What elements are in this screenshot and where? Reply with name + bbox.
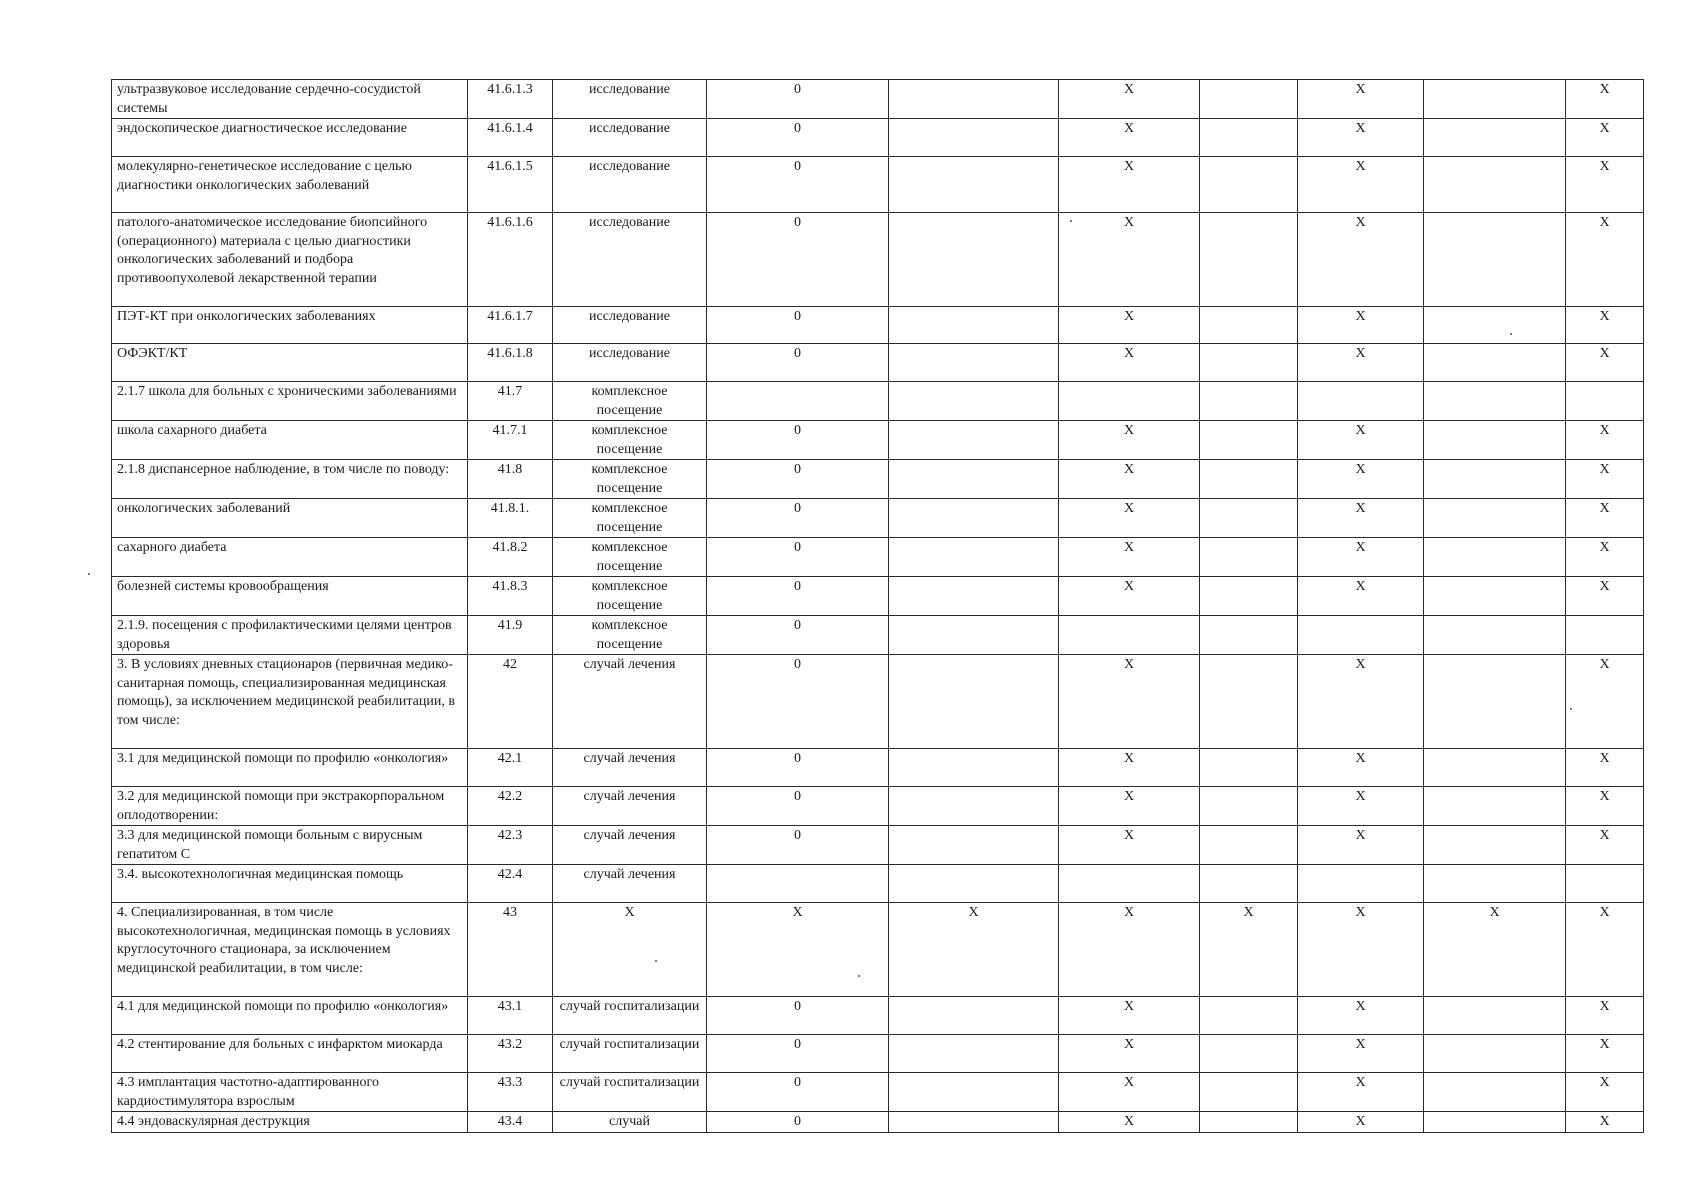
cell-c10: X [1566,421,1644,460]
cell-code: 42.2 [468,787,553,826]
cell-c4: 0 [707,460,889,499]
cell-c7 [1200,421,1298,460]
cell-unit: случай [553,1112,707,1133]
cell-c8: X [1298,997,1424,1035]
table-row [112,1073,1644,1112]
cell-c8: X [1298,1035,1424,1073]
cell-c7 [1200,997,1298,1035]
cell-unit: исследование [553,213,707,307]
cell-c6: X [1059,213,1200,307]
cell-c6: X [1059,577,1200,616]
cell-c9 [1424,577,1566,616]
cell-c4: 0 [707,1112,889,1133]
table-row [112,903,1644,997]
cell-code: 41.6.1.4 [468,119,553,157]
cell-c4: 0 [707,655,889,749]
cell-c5 [889,307,1059,344]
cell-name: онкологических заболеваний [112,499,468,538]
cell-c10: X [1566,903,1644,997]
table-row [112,616,1644,655]
cell-c8: X [1298,826,1424,865]
cell-code: 41.8 [468,460,553,499]
cell-c9 [1424,499,1566,538]
table-row [112,80,1644,119]
cell-c10: X [1566,213,1644,307]
cell-name: молекулярно-генетическое исследование с целью диагностики онкологических заболеваний [112,157,468,213]
cell-code: 41.8.3 [468,577,553,616]
cell-c7 [1200,1112,1298,1133]
cell-c5 [889,421,1059,460]
cell-code: 41.6.1.7 [468,307,553,344]
cell-c4: 0 [707,213,889,307]
cell-name: 4.1 для медицинской помощи по профилю «онкология» [112,997,468,1035]
cell-c8: X [1298,1073,1424,1112]
cell-c9 [1424,826,1566,865]
cell-c9: X [1424,903,1566,997]
cell-c5 [889,538,1059,577]
cell-c8 [1298,865,1424,903]
cell-c6: X [1059,119,1200,157]
scan-speck [1570,708,1572,710]
cell-c10: X [1566,1035,1644,1073]
cell-unit: случай лечения [553,865,707,903]
cell-c6: X [1059,1073,1200,1112]
cell-c6: X [1059,826,1200,865]
cell-unit: случай лечения [553,655,707,749]
cell-c9 [1424,749,1566,787]
scan-speck [1070,220,1072,222]
cell-code: 43.4 [468,1112,553,1133]
cell-unit: комплексное посещение [553,499,707,538]
cell-c8: X [1298,499,1424,538]
scan-speck [88,573,90,575]
cell-c6: X [1059,787,1200,826]
data-table [111,79,1644,1133]
cell-c8: X [1298,787,1424,826]
cell-unit: комплексное посещение [553,616,707,655]
cell-c10: X [1566,655,1644,749]
cell-code: 41.7 [468,382,553,421]
cell-c10: X [1566,344,1644,382]
cell-c4: 0 [707,1073,889,1112]
cell-c10: X [1566,499,1644,538]
table-row [112,460,1644,499]
cell-code: 41.6.1.8 [468,344,553,382]
cell-c7 [1200,382,1298,421]
cell-c7 [1200,80,1298,119]
cell-code: 42 [468,655,553,749]
cell-c9 [1424,1112,1566,1133]
cell-c9 [1424,1073,1566,1112]
cell-c7 [1200,307,1298,344]
cell-c4: 0 [707,421,889,460]
cell-c7 [1200,1035,1298,1073]
cell-code: 41.6.1.3 [468,80,553,119]
table-row [112,1112,1644,1133]
cell-name: ПЭТ-КТ при онкологических заболеваниях [112,307,468,344]
cell-c6: X [1059,307,1200,344]
cell-c5 [889,1112,1059,1133]
scan-speck [1510,333,1512,335]
cell-unit: комплексное посещение [553,460,707,499]
cell-c7 [1200,344,1298,382]
cell-c5 [889,119,1059,157]
scan-speck [858,975,860,977]
cell-name: ОФЭКТ/КТ [112,344,468,382]
table-row [112,749,1644,787]
cell-name: болезней системы кровообращения [112,577,468,616]
cell-unit: комплексное посещение [553,382,707,421]
cell-c6: X [1059,1035,1200,1073]
cell-unit: случай госпитализации [553,1035,707,1073]
cell-c10 [1566,616,1644,655]
cell-c10: X [1566,307,1644,344]
cell-c7 [1200,499,1298,538]
cell-c9 [1424,382,1566,421]
cell-code: 43.1 [468,997,553,1035]
cell-c6 [1059,616,1200,655]
cell-unit: исследование [553,157,707,213]
cell-c5 [889,655,1059,749]
cell-c5 [889,213,1059,307]
cell-name: школа сахарного диабета [112,421,468,460]
cell-c6: X [1059,749,1200,787]
cell-c9 [1424,616,1566,655]
cell-c5 [889,826,1059,865]
cell-name: ультразвуковое исследование сердечно-сосудистой системы [112,80,468,119]
cell-name: 4.4 эндоваскулярная деструкция [112,1112,468,1133]
cell-c7 [1200,538,1298,577]
cell-c4 [707,865,889,903]
cell-name: 3.4. высокотехнологичная медицинская помощь [112,865,468,903]
cell-unit: исследование [553,344,707,382]
cell-c6: X [1059,344,1200,382]
cell-c7: X [1200,903,1298,997]
cell-c8: X [1298,119,1424,157]
cell-c8: X [1298,460,1424,499]
cell-code: 41.8.2 [468,538,553,577]
cell-name: 2.1.8 диспансерное наблюдение, в том числе по поводу: [112,460,468,499]
cell-unit: комплексное посещение [553,421,707,460]
cell-c9 [1424,460,1566,499]
cell-unit: случай госпитализации [553,997,707,1035]
cell-c9 [1424,997,1566,1035]
table-row [112,655,1644,749]
cell-code: 43.2 [468,1035,553,1073]
cell-c8: X [1298,749,1424,787]
cell-code: 41.6.1.6 [468,213,553,307]
cell-c9 [1424,865,1566,903]
cell-c10: X [1566,787,1644,826]
cell-c6: X [1059,421,1200,460]
cell-c10: X [1566,538,1644,577]
cell-c7 [1200,616,1298,655]
table-body [112,80,1644,1133]
cell-c4: 0 [707,538,889,577]
cell-c8 [1298,616,1424,655]
cell-code: 42.4 [468,865,553,903]
cell-c5 [889,460,1059,499]
cell-c5 [889,1073,1059,1112]
cell-name: 3. В условиях дневных стационаров (первичная медико-санитарная помощь, специализированная медицинская помощь), за исключением медицинской реабилитации, в том числе: [112,655,468,749]
table-row [112,213,1644,307]
cell-name: 2.1.7 школа для больных с хроническими заболеваниями [112,382,468,421]
cell-c8: X [1298,421,1424,460]
cell-c6: X [1059,538,1200,577]
cell-unit: исследование [553,80,707,119]
table-row [112,421,1644,460]
cell-c5 [889,749,1059,787]
cell-c4: 0 [707,577,889,616]
cell-c7 [1200,157,1298,213]
cell-c5: X [889,903,1059,997]
table-row [112,997,1644,1035]
cell-c5 [889,616,1059,655]
cell-c7 [1200,1073,1298,1112]
table-row [112,1035,1644,1073]
cell-c4: 0 [707,1035,889,1073]
cell-c5 [889,787,1059,826]
cell-code: 42.1 [468,749,553,787]
table-row [112,382,1644,421]
table-row [112,826,1644,865]
cell-code: 41.7.1 [468,421,553,460]
cell-c4: 0 [707,499,889,538]
cell-name: сахарного диабета [112,538,468,577]
cell-c10: X [1566,1112,1644,1133]
cell-c4: X [707,903,889,997]
cell-c9 [1424,80,1566,119]
cell-c6: X [1059,655,1200,749]
cell-code: 41.6.1.5 [468,157,553,213]
cell-name: патолого-анатомическое исследование биопсийного (операционного) материала с целью диагностики онкологических заболеваний и подбора противоопухолевой лекарственной терапии [112,213,468,307]
cell-c4: 0 [707,344,889,382]
cell-name: 4. Специализированная, в том числе высокотехнологичная, медицинская помощь в условиях круглосуточного стационара, за исключением медицинской реабилитации, в том числе: [112,903,468,997]
cell-c7 [1200,826,1298,865]
cell-c8: X [1298,344,1424,382]
cell-unit: случай лечения [553,749,707,787]
table-row [112,119,1644,157]
cell-c6: X [1059,1112,1200,1133]
cell-c7 [1200,787,1298,826]
cell-unit: исследование [553,119,707,157]
cell-c8: X [1298,80,1424,119]
cell-c4: 0 [707,616,889,655]
cell-c7 [1200,865,1298,903]
cell-c9 [1424,1035,1566,1073]
cell-c4: 0 [707,80,889,119]
cell-c8: X [1298,903,1424,997]
cell-c8: X [1298,538,1424,577]
cell-name: 3.1 для медицинской помощи по профилю «онкология» [112,749,468,787]
cell-c9 [1424,213,1566,307]
cell-c7 [1200,460,1298,499]
cell-c7 [1200,655,1298,749]
table-row [112,344,1644,382]
table-row [112,499,1644,538]
cell-unit: случай лечения [553,787,707,826]
cell-c7 [1200,749,1298,787]
table-row [112,157,1644,213]
table-row [112,577,1644,616]
cell-c5 [889,499,1059,538]
cell-unit: комплексное посещение [553,538,707,577]
cell-unit: случай госпитализации [553,1073,707,1112]
cell-c8: X [1298,577,1424,616]
cell-code: 42.3 [468,826,553,865]
cell-code: 41.8.1. [468,499,553,538]
cell-name: эндоскопическое диагностическое исследование [112,119,468,157]
cell-code: 43 [468,903,553,997]
cell-c5 [889,997,1059,1035]
scan-speck [655,960,657,962]
cell-c9 [1424,157,1566,213]
cell-name: 3.3 для медицинской помощи больным с вирусным гепатитом С [112,826,468,865]
cell-c6: X [1059,903,1200,997]
cell-c10: X [1566,577,1644,616]
cell-c4: 0 [707,826,889,865]
cell-c10: X [1566,1073,1644,1112]
cell-c5 [889,157,1059,213]
cell-c9 [1424,538,1566,577]
cell-c5 [889,344,1059,382]
cell-unit: комплексное посещение [553,577,707,616]
cell-unit: исследование [553,307,707,344]
cell-c10: X [1566,80,1644,119]
table-row [112,538,1644,577]
cell-name: 4.3 имплантация частотно-адаптированного кардиостимулятора взрослым [112,1073,468,1112]
cell-name: 3.2 для медицинской помощи при экстракорпоральном оплодотворении: [112,787,468,826]
cell-c10: X [1566,460,1644,499]
cell-c10: X [1566,997,1644,1035]
cell-c8: X [1298,213,1424,307]
cell-c4: 0 [707,749,889,787]
cell-c8: X [1298,655,1424,749]
cell-c4: 0 [707,787,889,826]
cell-code: 41.9 [468,616,553,655]
cell-c6: X [1059,80,1200,119]
cell-c6: X [1059,499,1200,538]
cell-c6 [1059,382,1200,421]
cell-c10 [1566,865,1644,903]
cell-c10 [1566,382,1644,421]
cell-c5 [889,80,1059,119]
cell-c10: X [1566,119,1644,157]
cell-c8 [1298,382,1424,421]
cell-c7 [1200,577,1298,616]
cell-c8: X [1298,307,1424,344]
cell-c5 [889,865,1059,903]
cell-c5 [889,382,1059,421]
cell-name: 4.2 стентирование для больных с инфарктом миокарда [112,1035,468,1073]
table-row [112,787,1644,826]
cell-c9 [1424,119,1566,157]
cell-c6: X [1059,997,1200,1035]
cell-c4: 0 [707,119,889,157]
cell-c9 [1424,787,1566,826]
cell-c4: 0 [707,157,889,213]
cell-c4 [707,382,889,421]
cell-c10: X [1566,157,1644,213]
cell-c5 [889,1035,1059,1073]
cell-name: 2.1.9. посещения с профилактическими целями центров здоровья [112,616,468,655]
cell-c6: X [1059,157,1200,213]
cell-c9 [1424,344,1566,382]
cell-unit: X [553,903,707,997]
cell-c9 [1424,655,1566,749]
cell-c6 [1059,865,1200,903]
table-row [112,865,1644,903]
cell-c4: 0 [707,307,889,344]
cell-c9 [1424,307,1566,344]
cell-c8: X [1298,157,1424,213]
cell-c7 [1200,119,1298,157]
cell-c10: X [1566,749,1644,787]
cell-c4: 0 [707,997,889,1035]
cell-c6: X [1059,460,1200,499]
table-row [112,307,1644,344]
cell-code: 43.3 [468,1073,553,1112]
cell-c9 [1424,421,1566,460]
cell-c8: X [1298,1112,1424,1133]
cell-unit: случай лечения [553,826,707,865]
cell-c7 [1200,213,1298,307]
cell-c10: X [1566,826,1644,865]
cell-c5 [889,577,1059,616]
